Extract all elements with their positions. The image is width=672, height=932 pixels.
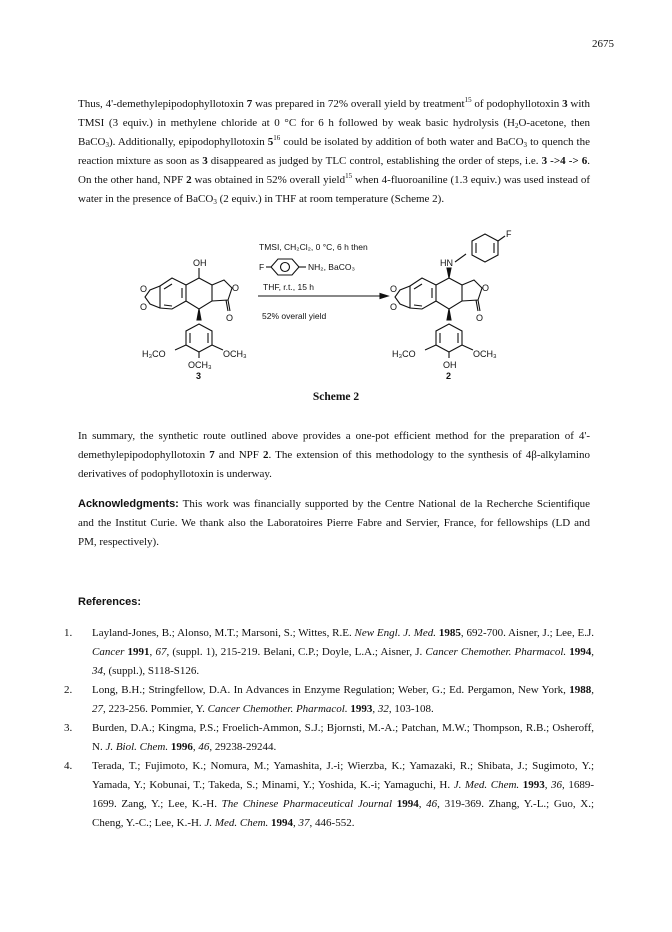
- hydroxyl-label: OH: [443, 360, 457, 370]
- methoxy-label: OCH₃: [473, 349, 497, 359]
- subscript: 3: [523, 141, 528, 149]
- page-number: 2675: [592, 38, 614, 50]
- text: ). Additionally, epipodophyllotoxin: [109, 136, 268, 148]
- text: was prepared in 72% overall yield by treatment: [252, 98, 465, 110]
- reference-fragment: , 692-700. Aisner, J.; Lee, E.J.: [460, 627, 595, 639]
- references-list: [64, 624, 594, 833]
- text: when 4-fluoroaniline (1.3 equiv.) was used instead of water in the presence of BaCO: [78, 174, 590, 205]
- paragraph-1: [78, 95, 590, 209]
- reference-fragment: ,: [372, 703, 378, 715]
- scheme-caption: Scheme 2: [312, 391, 360, 403]
- compound-ref: 7: [209, 449, 215, 461]
- reference-text: [92, 719, 594, 757]
- reference-fragment: 1993: [350, 703, 373, 715]
- conditions-line-3: THF, r.t., 15 h: [263, 282, 315, 292]
- text: of podophyllotoxin: [471, 98, 563, 110]
- reference-fragment: , 446-552.: [309, 817, 355, 829]
- scheme-2-figure: [0, 228, 672, 393]
- oxygen-label: O: [390, 302, 398, 312]
- text: and NPF: [214, 449, 263, 461]
- text: disappeared as judged by TLC control, establishing the order of steps, i.e.: [207, 155, 542, 167]
- reaction-conditions: [259, 242, 368, 321]
- reference-fragment: Cancer: [92, 646, 125, 658]
- text: In summary, the synthetic route outlined above provides a one-pot efficient method for the preparation of 4'-demethylepipodophyllotoxin: [78, 430, 590, 461]
- conditions-line-1: TMSI, CH₂Cl₂, 0 °C, 6 h then: [259, 242, 368, 252]
- reference-fragment: J. Biol. Chem.: [105, 741, 169, 753]
- paragraph-2: [78, 427, 590, 484]
- acknowledgments-heading: Acknowledgments:: [78, 498, 179, 510]
- reference-fragment: ,: [418, 798, 427, 810]
- oxygen-label: O: [476, 313, 484, 323]
- reference-fragment: , (suppl. 1), 215-219. Belani, C.P.; Doyle, L.A.; Aisner, J.: [166, 646, 426, 658]
- reference-fragment: ,: [544, 779, 552, 791]
- text: (2 equiv.) in THF at room temperature (Scheme 2).: [216, 193, 445, 205]
- text: to quench the reaction mixture as soon as: [78, 136, 590, 167]
- hydroxyl-label: OH: [193, 258, 207, 268]
- oxygen-label: O: [140, 284, 148, 294]
- reference-fragment: 1996: [170, 741, 193, 753]
- references-heading: References:: [78, 596, 141, 608]
- acknowledgments: [78, 495, 590, 552]
- reference-text: [92, 757, 594, 833]
- methoxy-label: OCH₃: [223, 349, 247, 359]
- reference-fragment: ,: [591, 646, 595, 658]
- compound-ref: 3: [562, 98, 568, 110]
- reference-fragment: , 319-369. Zhang, Y.-L.; Guo, X.; Cheng, Y.-C.; Lee, K.-H.: [92, 798, 595, 829]
- reference-fragment: J. Med. Chem.: [204, 817, 269, 829]
- compound-ref: 5: [267, 136, 274, 148]
- acknowledgments-text: This work was financially supported by the Centre National de la Recherche Scientifique and the Institut Curie. We thank also the Laboratoires Pierre Fabre and Servier, France, for fellowships (LD and PM, respectively).: [78, 498, 590, 548]
- oxygen-label: O: [390, 284, 398, 294]
- text: was obtained in 52% overall yield: [191, 174, 346, 186]
- text: with TMSI (3 equiv.) in methylene chloride at 0 °C for 6 h followed by weak basic hydrolysis (H: [78, 98, 590, 129]
- reference-text: [92, 624, 594, 681]
- reference-fragment: ,: [149, 646, 156, 658]
- reference-fragment: , 223-256. Pommier, Y.: [103, 703, 208, 715]
- reference-fragment: 67: [155, 646, 167, 658]
- reference-number: 1.: [64, 627, 73, 639]
- conditions-fluoro: F: [259, 262, 265, 272]
- reference-fragment: 34: [92, 665, 103, 677]
- reference-fragment: Cancer Chemother. Pharmacol.: [425, 646, 567, 658]
- reference-fragment: Terada, T.; Fujimoto, K.; Nomura, M.; Yamashita, J.-i; Wierzba, K.; Yamazaki, R.; Shibata, J.; Sugimoto, Y.; Yamada, Y.; Kobunai, T.; Takeda, S.; Minami, Y.; Yoshida, K.-i; Yamaguchi, H.: [92, 760, 594, 791]
- reference-fragment: Cancer Chemother. Pharmacol.: [207, 703, 348, 715]
- methoxy-label: H₃CO: [392, 349, 416, 359]
- compound-number: 3: [196, 371, 202, 381]
- reference-text: [92, 681, 594, 719]
- reference-fragment: The Chinese Pharmaceutical Journal: [221, 798, 393, 810]
- reference-fragment: Burden, D.A.; Kingma, P.S.; Froelich-Ammon, S.J.; Bjornsti, M.-A.; Patchan, M.W.; Thompson, R.B.; Osheroff, N.: [92, 722, 594, 753]
- reference-fragment: ,: [591, 684, 594, 696]
- reference-fragment: 1991: [127, 646, 150, 658]
- oxygen-label: O: [226, 313, 234, 323]
- text: Thus, 4'-demethylepipodophyllotoxin: [78, 98, 247, 110]
- reference-fragment: 27: [92, 703, 103, 715]
- text: O-acetone, then BaCO: [78, 117, 590, 148]
- amine-label: HN: [440, 258, 453, 268]
- compound-ref: 7: [246, 98, 253, 110]
- text: . On the other hand, NPF: [78, 155, 590, 186]
- reference-fragment: Layland-Jones, B.; Alonso, M.T.; Marsoni, S.; Wittes, R.E.: [92, 627, 355, 639]
- reference-fragment: , 103-108.: [388, 703, 434, 715]
- reference-fragment: ,: [192, 741, 199, 753]
- reference-number: 2.: [64, 684, 73, 696]
- reference-fragment: , 29238-29244.: [209, 741, 277, 753]
- compound-ref: 2: [263, 449, 269, 461]
- reactant-structure: [145, 268, 232, 358]
- compound-ref: 2: [186, 174, 192, 186]
- oxygen-label: O: [232, 283, 240, 293]
- oxygen-label: O: [482, 283, 490, 293]
- reference-item: [64, 719, 594, 757]
- reference-fragment: Long, B.H.; Stringfellow, D.A. In Advances in Enzyme Regulation; Weber, G.; Ed. Pergamon, New York,: [92, 684, 570, 696]
- reference-fragment: , (suppl.), S118-S126.: [103, 665, 200, 677]
- text: could be isolated by addition of both water and BaCO: [280, 136, 524, 148]
- reference-fragment: J. Med. Chem.: [453, 779, 520, 791]
- reference-fragment: 46: [426, 798, 438, 810]
- reaction-arrow: [258, 294, 388, 299]
- oxygen-label: O: [140, 302, 148, 312]
- reference-fragment: 1993: [522, 779, 545, 791]
- product-structure: [395, 234, 505, 358]
- reactant-labels: [140, 258, 247, 381]
- reference-item: [64, 757, 594, 833]
- citation: 16: [273, 134, 281, 142]
- reference-item: [64, 624, 594, 681]
- citation: 15: [345, 172, 353, 180]
- subscript: 3: [213, 198, 217, 206]
- conditions-line-2: NH₂, BaCO₃: [308, 262, 355, 272]
- reference-number: 3.: [64, 722, 73, 734]
- reference-fragment: 1988: [569, 684, 592, 696]
- reference-fragment: , 1689-1699. Zang, Y.; Lee, K.-H.: [92, 779, 595, 810]
- citation: 15: [464, 96, 472, 104]
- reference-fragment: 1994: [569, 646, 592, 658]
- reference-fragment: ,: [293, 817, 299, 829]
- aniline-ring-icon: [266, 259, 306, 275]
- reference-fragment: 32: [377, 703, 389, 715]
- reference-fragment: 1994: [396, 798, 419, 810]
- subscript: 3: [105, 141, 109, 149]
- compound-ref: 3: [202, 155, 208, 167]
- compound-number: 2: [446, 371, 452, 381]
- subscript: 2: [514, 122, 519, 130]
- conditions-line-4: 52% overall yield: [262, 311, 327, 321]
- reference-fragment: 37: [298, 817, 310, 829]
- reference-fragment: 1994: [271, 817, 294, 829]
- reference-fragment: 1985: [438, 627, 461, 639]
- reference-fragment: 36: [551, 779, 563, 791]
- reference-fragment: 46: [198, 741, 210, 753]
- methoxy-label: H₃CO: [142, 349, 166, 359]
- methoxy-label: OCH₃: [188, 360, 212, 370]
- fluorine-label: F: [506, 229, 512, 239]
- reference-item: [64, 681, 594, 719]
- text: . The extension of this methodology to the synthesis of 4β-alkylamino derivatives of podophyllotoxin is underway.: [78, 449, 590, 480]
- compound-sequence: 3 ->4 -> 6: [541, 155, 588, 167]
- reference-number: 4.: [64, 760, 73, 772]
- reference-fragment: New Engl. J. Med.: [354, 627, 437, 639]
